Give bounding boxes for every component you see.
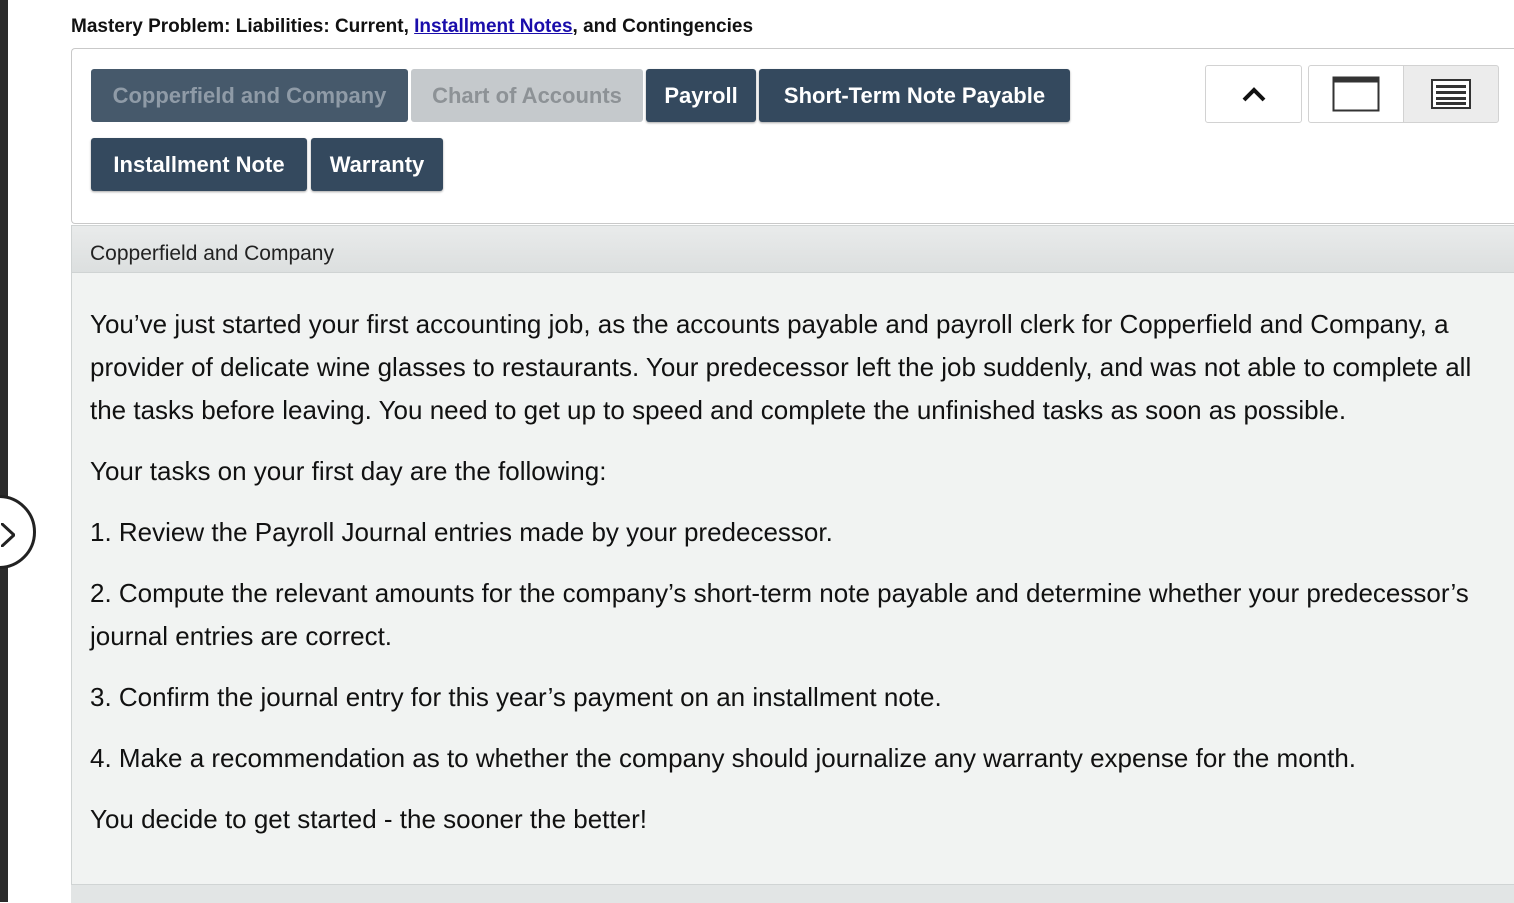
tab-payroll[interactable]: Payroll: [646, 69, 756, 122]
expand-sidebar-button[interactable]: [0, 495, 36, 569]
list-view-button[interactable]: [1403, 65, 1499, 123]
tab-warranty[interactable]: Warranty: [311, 138, 443, 191]
title-suffix: , and Contingencies: [572, 16, 754, 37]
page-title: [71, 16, 753, 38]
title-prefix: Mastery Problem: Liabilities: Current,: [71, 16, 415, 37]
tab-panel: [71, 48, 1514, 224]
task-item-3: 3. Confirm the journal entry for this year’s payment on an installment note.: [90, 682, 942, 712]
list-icon: [1431, 79, 1471, 109]
tab-chart-of-accounts[interactable]: Chart of Accounts: [411, 69, 643, 122]
installment-notes-link[interactable]: Installment Notes: [414, 16, 573, 37]
chevron-up-icon: [1242, 86, 1266, 102]
left-edge-strip: [0, 0, 8, 902]
tab-short-term-note-payable[interactable]: Short-Term Note Payable: [759, 69, 1070, 122]
intro-paragraph: You’ve just started your first accounting job, as the accounts payable and payroll clerk for Copperfield and Company, a provider of delicate wine glasses to restaurants. Your predecessor left the job suddenly, and was not able to complete all the tasks before leaving. You need to get up to speed and complete the unfinished tasks as soon as possible.: [90, 309, 1472, 425]
chevron-right-icon: [1, 523, 15, 547]
section-footer-bar: [71, 884, 1514, 903]
tab-installment-note[interactable]: Installment Note: [91, 138, 307, 191]
section-header: Copperfield and Company: [71, 225, 1514, 273]
task-item-2: 2. Compute the relevant amounts for the company’s short-term note payable and determine whether your predecessor’s journal entries are correct.: [90, 578, 1469, 651]
tasks-intro: Your tasks on your first day are the following:: [90, 456, 607, 486]
tab-copperfield-and-company[interactable]: Copperfield and Company: [91, 69, 408, 122]
collapse-button[interactable]: [1205, 65, 1302, 123]
task-item-4: 4. Make a recommendation as to whether the company should journalize any warranty expense for the month.: [90, 743, 1357, 773]
single-view-button[interactable]: [1308, 65, 1404, 123]
task-item-1: 1. Review the Payroll Journal entries made by your predecessor.: [90, 517, 833, 547]
section-body: [71, 273, 1514, 902]
closing-paragraph: You decide to get started - the sooner the better!: [90, 804, 647, 834]
window-icon: [1332, 76, 1380, 112]
